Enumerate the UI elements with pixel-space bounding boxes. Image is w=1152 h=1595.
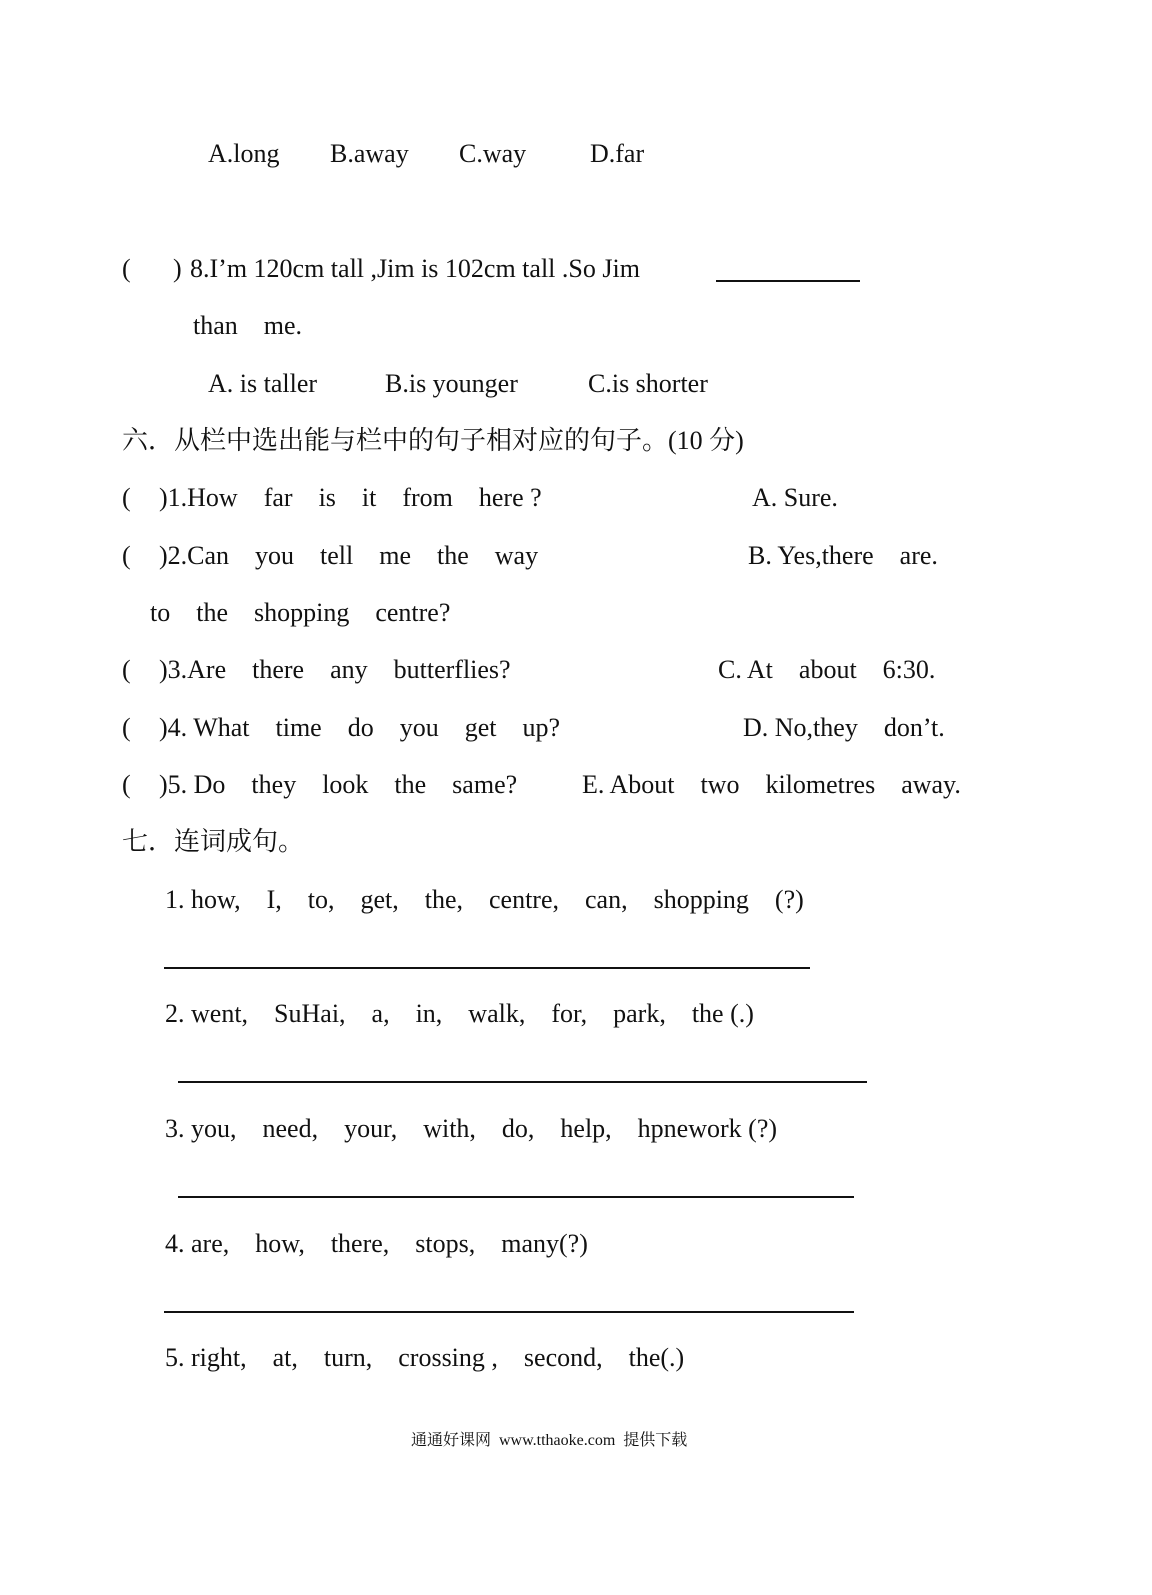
q8-option-b: B.is younger <box>385 369 518 398</box>
s6-item4-paren: ( <box>122 713 131 742</box>
s6-item2-text-continued: to the shopping centre? <box>150 598 451 627</box>
s6-item4-text: )4. What time do you get up? <box>159 713 561 742</box>
s6-option-d: D. No,they don’t. <box>743 713 945 742</box>
s7-item1-answer-line[interactable] <box>164 967 810 969</box>
s7-item3: 3. you, need, your, with, do, help, hpnework (?) <box>165 1114 778 1143</box>
q7-option-d: D.far <box>590 139 645 168</box>
q8-stem: 8.I’m 120cm tall ,Jim is 102cm tall .So Jim <box>190 254 640 283</box>
s7-item4: 4. are, how, there, stops, many(?) <box>165 1229 588 1258</box>
s6-option-a: A. Sure. <box>752 483 838 512</box>
q8-stem-continued: than me. <box>193 311 303 340</box>
q8-answer-blank[interactable] <box>716 280 860 282</box>
s7-item2: 2. went, SuHai, a, in, walk, for, park, the (.) <box>165 999 754 1028</box>
s6-item3-paren: ( <box>122 655 131 684</box>
s6-item2-paren: ( <box>122 541 131 570</box>
page-footer: 通通好课网 www.tthaoke.com 提供下载 <box>411 1432 688 1449</box>
s6-item1-text: )1.How far is it from here ? <box>159 483 542 512</box>
s6-item2-text: )2.Can you tell me the way <box>159 541 539 570</box>
s6-item3-text: )3.Are there any butterflies? <box>159 655 511 684</box>
s7-item1: 1. how, I, to, get, the, centre, can, shopping (?) <box>165 885 804 914</box>
q7-option-c: C.way <box>459 139 527 168</box>
s6-option-c: C. At about 6:30. <box>718 655 936 684</box>
s6-item5-text: )5. Do they look the same? <box>159 770 518 799</box>
s7-item2-answer-line[interactable] <box>178 1081 867 1083</box>
q7-option-a: A.long <box>208 139 280 168</box>
section6-heading: 六．从栏中选出能与栏中的句子相对应的句子。(10 分) <box>122 426 744 455</box>
section7-heading: 七．连词成句。 <box>122 827 305 856</box>
s7-item4-answer-line[interactable] <box>164 1311 854 1313</box>
q8-answer-paren-close: ) <box>173 254 182 283</box>
s6-option-b: B. Yes,there are. <box>748 541 938 570</box>
q8-answer-paren-open: ( <box>122 254 131 283</box>
s7-item5: 5. right, at, turn, crossing , second, the(.) <box>165 1343 685 1372</box>
s6-item5-paren: ( <box>122 770 131 799</box>
s6-option-e: E. About two kilometres away. <box>582 770 961 799</box>
s6-item1-paren: ( <box>122 483 131 512</box>
q7-option-b: B.away <box>330 139 409 168</box>
q8-option-a: A. is taller <box>208 369 318 398</box>
s7-item3-answer-line[interactable] <box>178 1196 854 1198</box>
q8-option-c: C.is shorter <box>588 369 708 398</box>
